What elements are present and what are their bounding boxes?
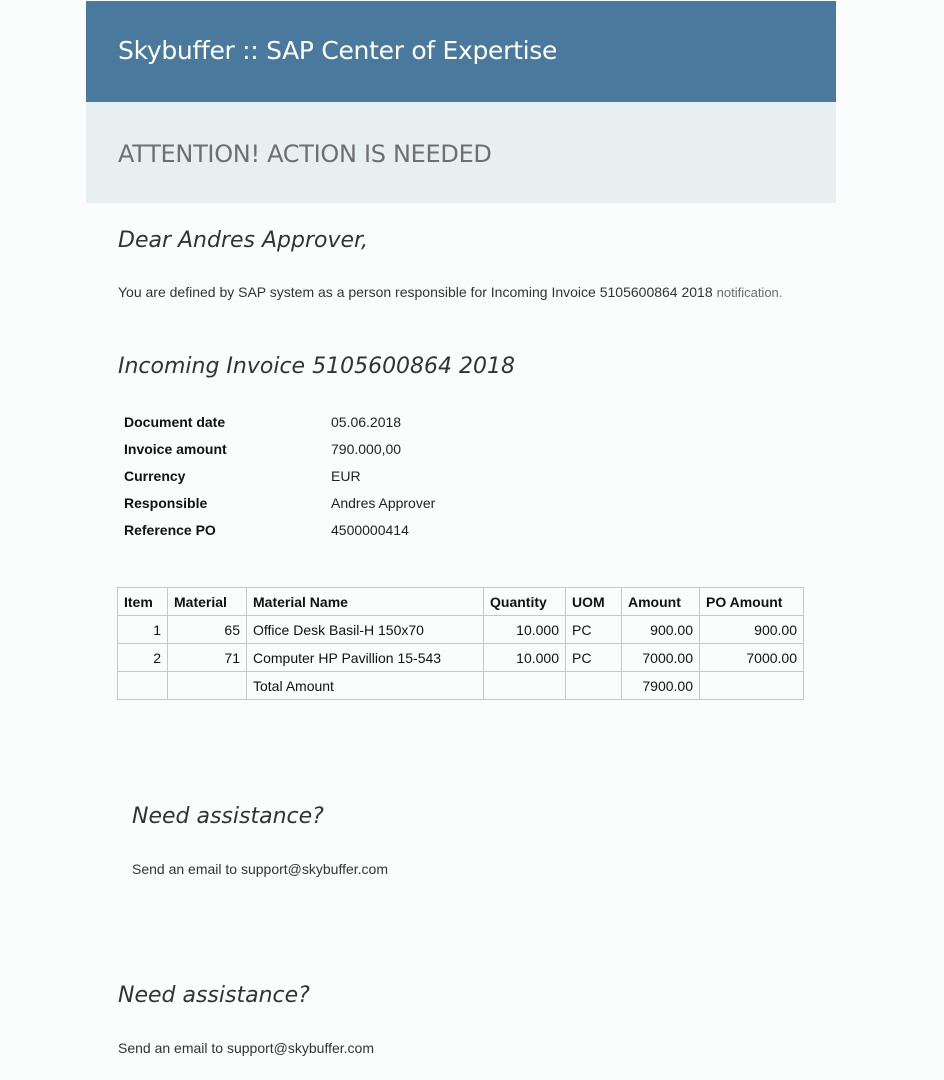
assistance-text: Send an email to support@skybuffer.com — [132, 861, 388, 877]
cell-uom: PC — [566, 644, 622, 672]
detail-label: Responsible — [124, 494, 208, 511]
column-header-uom: UOM — [566, 588, 622, 616]
intro-paragraph — [118, 284, 782, 300]
detail-label: Invoice amount — [124, 440, 227, 457]
detail-label: Reference PO — [124, 521, 216, 538]
column-header-quantity: Quantity — [484, 588, 566, 616]
cell-po-amount: 7000.00 — [700, 644, 804, 672]
cell-quantity: 10.000 — [484, 644, 566, 672]
header-banner — [86, 1, 836, 102]
detail-value: EUR — [331, 467, 361, 484]
column-header-material-name: Material Name — [247, 588, 484, 616]
cell-material-name: Office Desk Basil-H 150x70 — [247, 616, 484, 644]
cell-empty — [168, 672, 247, 700]
invoice-title: Incoming Invoice 5105600864 2018 — [118, 354, 516, 379]
detail-label: Document date — [124, 413, 226, 430]
total-amount: 7900.00 — [622, 672, 700, 700]
table-header-row — [118, 588, 804, 616]
cell-quantity: 10.000 — [484, 616, 566, 644]
intro-suffix: notification. — [716, 285, 783, 300]
detail-row — [124, 489, 435, 516]
cell-empty — [566, 672, 622, 700]
column-header-amount: Amount — [622, 588, 700, 616]
cell-amount: 900.00 — [622, 616, 700, 644]
cell-po-amount: 900.00 — [700, 616, 804, 644]
invoice-items-table — [117, 587, 804, 700]
table-row — [118, 616, 804, 644]
table-row — [118, 644, 804, 672]
cell-amount: 7000.00 — [622, 644, 700, 672]
greeting: Dear Andres Approver, — [118, 228, 369, 253]
total-label: Total Amount — [247, 672, 484, 700]
column-header-item: Item — [118, 588, 168, 616]
table-total-row — [118, 672, 804, 700]
detail-value: 05.06.2018 — [331, 413, 402, 430]
assistance-title: Need assistance? — [132, 804, 324, 829]
cell-material: 65 — [168, 616, 247, 644]
cell-item: 1 — [118, 616, 168, 644]
invoice-details — [124, 408, 435, 543]
assistance-title: Need assistance? — [118, 983, 310, 1008]
assistance-text: Send an email to support@skybuffer.com — [118, 1040, 374, 1056]
cell-empty — [118, 672, 168, 700]
attention-title: ATTENTION! ACTION IS NEEDED — [118, 140, 492, 168]
cell-empty — [484, 672, 566, 700]
detail-row — [124, 435, 435, 462]
cell-uom: PC — [566, 616, 622, 644]
attention-banner — [86, 102, 836, 203]
detail-row — [124, 462, 435, 489]
column-header-material: Material — [168, 588, 247, 616]
detail-value: Andres Approver — [331, 494, 436, 511]
detail-value: 790.000,00 — [331, 440, 402, 457]
cell-material-name: Computer HP Pavillion 15-543 — [247, 644, 484, 672]
detail-row — [124, 516, 435, 543]
detail-value: 4500000414 — [331, 521, 409, 538]
cell-item: 2 — [118, 644, 168, 672]
detail-row — [124, 408, 435, 435]
header-title: Skybuffer :: SAP Center of Expertise — [118, 36, 558, 65]
detail-label: Currency — [124, 467, 186, 484]
cell-material: 71 — [168, 644, 247, 672]
column-header-po-amount: PO Amount — [700, 588, 804, 616]
cell-empty — [700, 672, 804, 700]
intro-text: You are defined by SAP system as a person responsible for Incoming Invoice 5105600864 2018 — [118, 284, 713, 300]
